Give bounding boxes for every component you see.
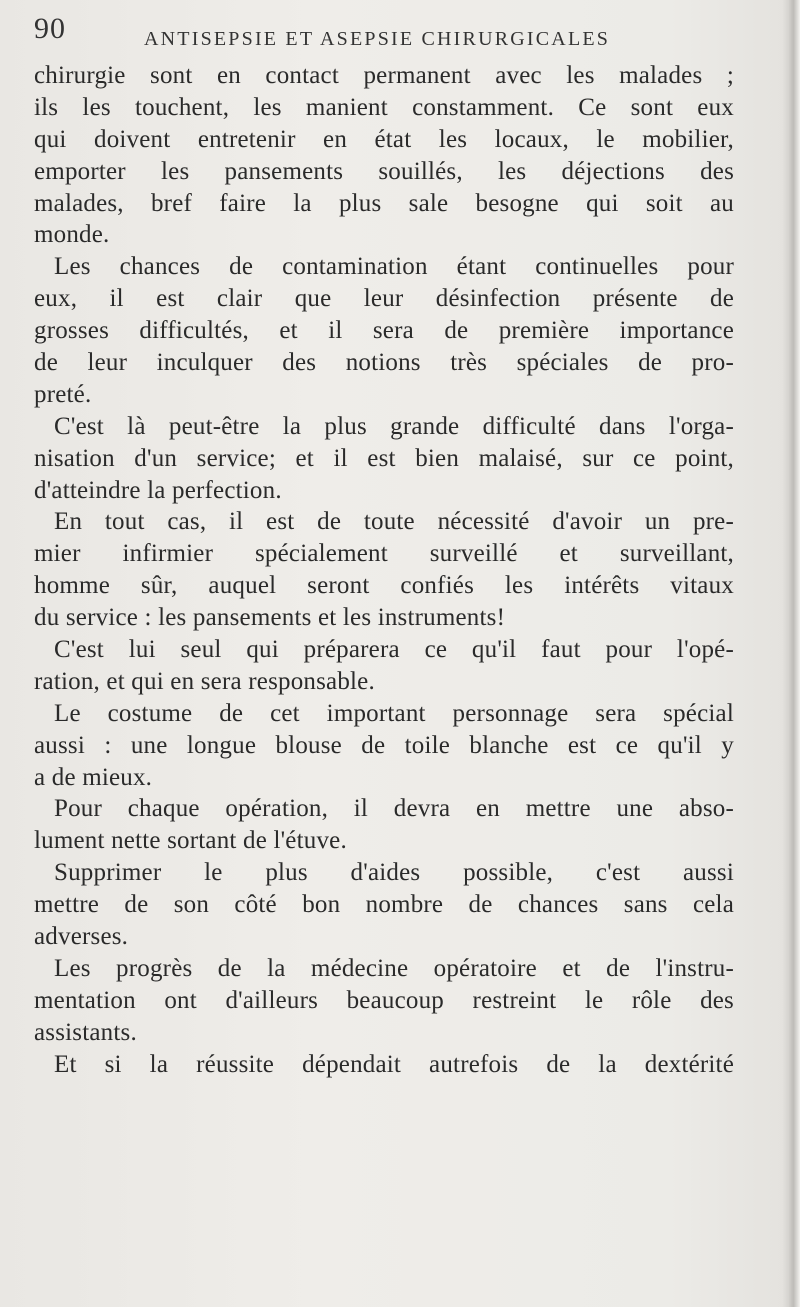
- text-line: aussi : une longue blouse de toile blanche est ce qu'il y: [34, 731, 734, 759]
- text-line: assistants.: [34, 1018, 137, 1046]
- book-spine-edge: [788, 0, 800, 1307]
- page-number: 90: [34, 12, 66, 45]
- body-text: [34, 60, 734, 1081]
- text-line: monde.: [34, 221, 110, 249]
- text-line: Le costume de cet important personnage sera spécial: [54, 699, 734, 727]
- text-line: mier infirmier spécialement surveillé et surveillant,: [34, 540, 734, 568]
- running-head: [34, 12, 734, 56]
- text-line: homme sûr, auquel seront confiés les intérêts vitaux: [34, 572, 734, 600]
- text-line: nisation d'un service; et il est bien malaisé, sur ce point,: [34, 444, 734, 472]
- text-line: eux, il est clair que leur désinfection présente de: [34, 285, 734, 313]
- text-line: ration, et qui en sera responsable.: [34, 667, 375, 695]
- text-line: malades, bref faire la plus sale besogne qui soit au: [34, 189, 734, 217]
- text-line: du service : les pansements et les instruments!: [34, 604, 506, 632]
- text-line: a de mieux.: [34, 763, 153, 791]
- text-line: ils les touchent, les manient constamment. Ce sont eux: [34, 93, 734, 121]
- running-head-title: ANTISEPSIE ET ASEPSIE CHIRURGICALES: [144, 28, 611, 50]
- text-line: Les progrès de la médecine opératoire et de l'instru-: [54, 954, 734, 982]
- text-line: preté.: [34, 380, 92, 408]
- text-line: chirurgie sont en contact permanent avec les malades ;: [34, 62, 734, 89]
- text-line: de leur inculquer des notions très spéciales de pro-: [34, 349, 734, 377]
- text-line: adverses.: [34, 923, 129, 951]
- text-line: C'est lui seul qui préparera ce qu'il faut pour l'opé-: [54, 636, 734, 664]
- text-line: mentation ont d'ailleurs beaucoup restreint le rôle des: [34, 986, 734, 1014]
- text-line: qui doivent entretenir en état les locaux, le mobilier,: [34, 125, 734, 153]
- text-line: C'est là peut-être la plus grande difficulté dans l'orga-: [54, 412, 734, 440]
- text-line: mettre de son côté bon nombre de chances sans cela: [34, 891, 734, 919]
- text-line: Pour chaque opération, il devra en mettre une abso-: [54, 795, 734, 823]
- text-line: Les chances de contamination étant continuelles pour: [54, 253, 734, 281]
- text-line: Supprimer le plus d'aides possible, c'est aussi: [54, 859, 734, 887]
- text-line: emporter les pansements souillés, les déjections des: [34, 157, 734, 185]
- text-line: d'atteindre la perfection.: [34, 476, 282, 504]
- text-line: lument nette sortant de l'étuve.: [34, 827, 347, 855]
- text-line: grosses difficultés, et il sera de première importance: [34, 317, 734, 345]
- text-line: En tout cas, il est de toute nécessité d'avoir un pre-: [54, 508, 734, 536]
- text-line: Et si la réussite dépendait autrefois de la dextérité: [54, 1050, 734, 1078]
